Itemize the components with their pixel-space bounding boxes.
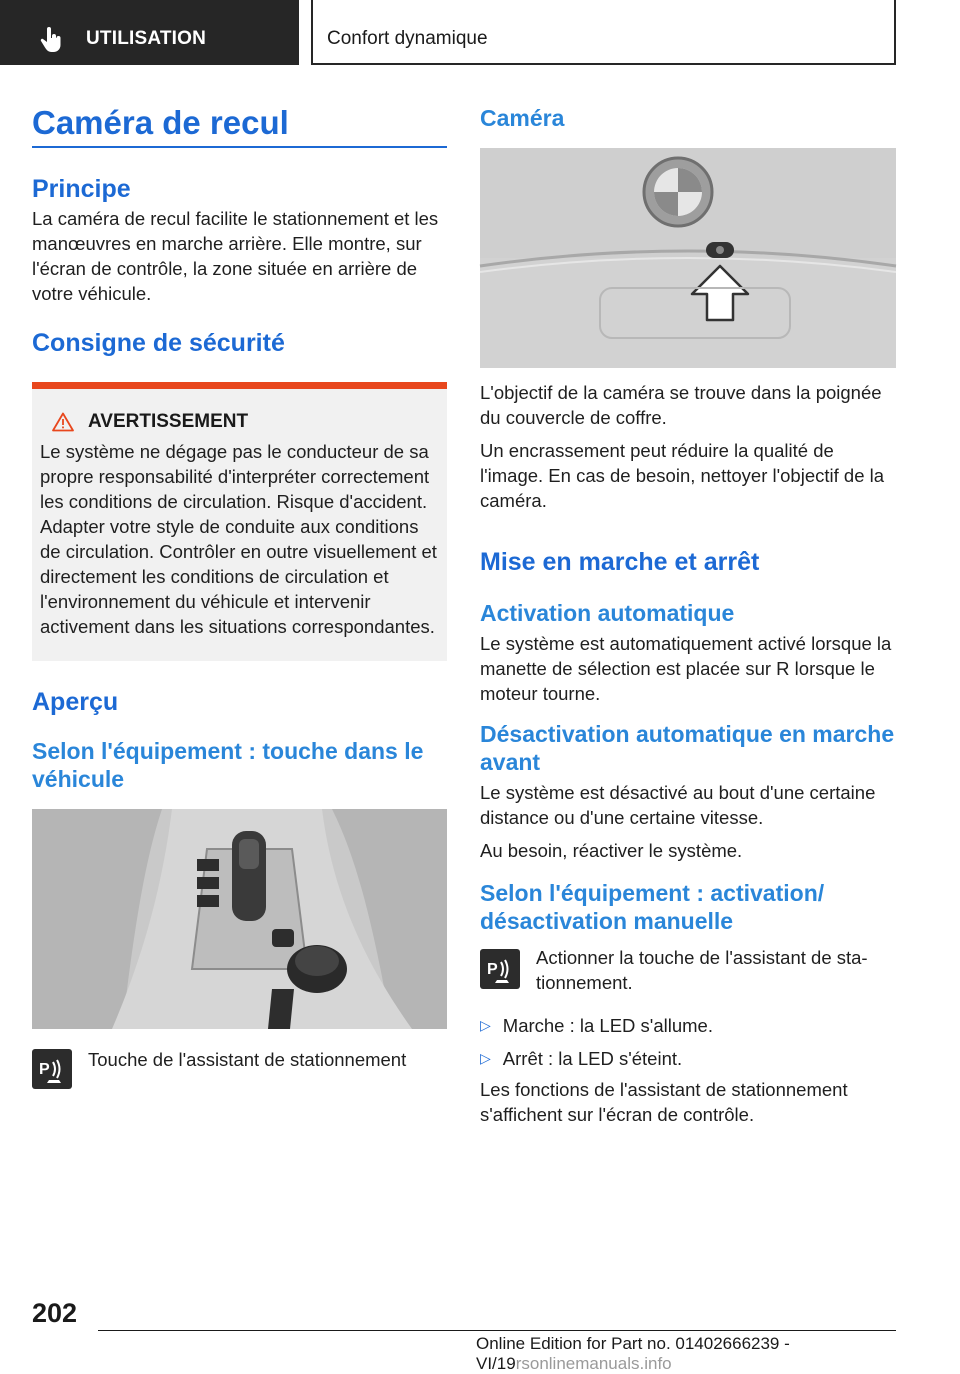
mise-en-marche-heading: Mise en marche et arrêt [480,548,760,576]
auto-deactivation-heading: Désactivation automatique en marche avant [480,721,895,775]
button-caption: Touche de l'assistant de stationnement [88,1049,407,1070]
page-number: 202 [32,1298,78,1328]
button-legend [32,1049,447,1089]
warning-title: AVERTISSEMENT [88,411,249,432]
page-title: Caméra de recul [32,104,289,141]
list-item: ▷ Arrêt : la LED s'éteint. [480,1048,683,1069]
securite-heading: Consigne de sécurité [32,329,285,357]
auto-activation-heading: Activation automatique [480,600,735,626]
manual-instruction [480,949,896,995]
parking-assistant-button-icon-2 [480,949,520,989]
camera-text-2: Un encrassement peut réduire la qualité de l'image. En cas de besoin, nettoyer l'objectif de la caméra. [480,440,885,511]
auto-deactivation-text: Le système est désactivé au bout d'une certaine distance ou d'une certaine vitesse. [480,782,876,828]
principe-text: La caméra de recul facilite le stationnement et les manœuvres en marche arrière. Elle montre, sur l'écran de contrôle, la zone située en arrière de votre véhicule. [32,208,439,304]
header-chapter-label: Confort dynamique [327,28,488,49]
manual-heading: Selon l'équipement : activation/ désactivation manuelle [480,880,825,934]
bullet-list [480,1013,896,1071]
console-illustration [32,809,447,1029]
camera-photo [480,148,896,368]
footer-edition-text: Online Edition for Part no. 01402666239 - VI/19 [476,1334,790,1373]
principe-heading: Principe [32,175,131,203]
camera-text-1: L'objectif de la caméra se trouve dans la poignée du couvercle de coffre. [480,382,882,428]
list-item: ▷ Marche : la LED s'allume. [480,1015,713,1036]
warning-triangle-icon [52,412,74,432]
console-photo [32,809,447,1029]
camera-heading: Caméra [480,105,565,131]
auto-deactivation-text-2: Au besoin, réactiver le système. [480,840,743,861]
auto-activation-text: Le système est automatiquement activé lorsque la manette de sélection est placée sur R lorsque le moteur tourne. [480,633,892,704]
warning-bar [32,382,447,389]
warning-text: Le système ne dégage pas le conducteur de sa propre responsabilité d'interpréter correctement les conditions de circulation. Risque d'accident. Adapter votre style de conduite aux conditions de circulation. Contrôler en outre visuellement et directement les conditions de circulation et l'environnement du véhicule et intervenir activement dans les situations correspondantes. [40,441,437,637]
footer-rule [98,1330,896,1331]
manual-text: Actionner la touche de l'assistant de stationnement. [536,947,868,993]
right-column [480,100,896,1127]
footer-watermark: rsonlinemanuals.info [515,1354,672,1373]
triangle-bullet-icon: ▷ [480,1050,491,1066]
footer-edition [476,1334,960,1374]
apercu-heading: Aperçu [32,688,119,716]
warning-box [32,382,447,661]
svg-text:P: P [39,1061,50,1078]
left-column [32,100,447,1089]
parking-assistant-button-icon [32,1049,72,1089]
header-section-tab [0,0,299,65]
closing-text: Les fonctions de l'assistant de stationnement s'affichent sur l'écran de contrôle. [480,1079,848,1125]
camera-illustration [480,148,896,368]
svg-text:P: P [487,961,498,978]
equipment-heading: Selon l'équipement : touche dans le véhicule [32,738,424,792]
title-rule [32,146,447,148]
triangle-bullet-icon: ▷ [480,1017,491,1033]
hand-pointer-icon [40,27,62,53]
header-chapter-box [311,0,896,65]
header-section-label: UTILISATION [86,28,207,49]
